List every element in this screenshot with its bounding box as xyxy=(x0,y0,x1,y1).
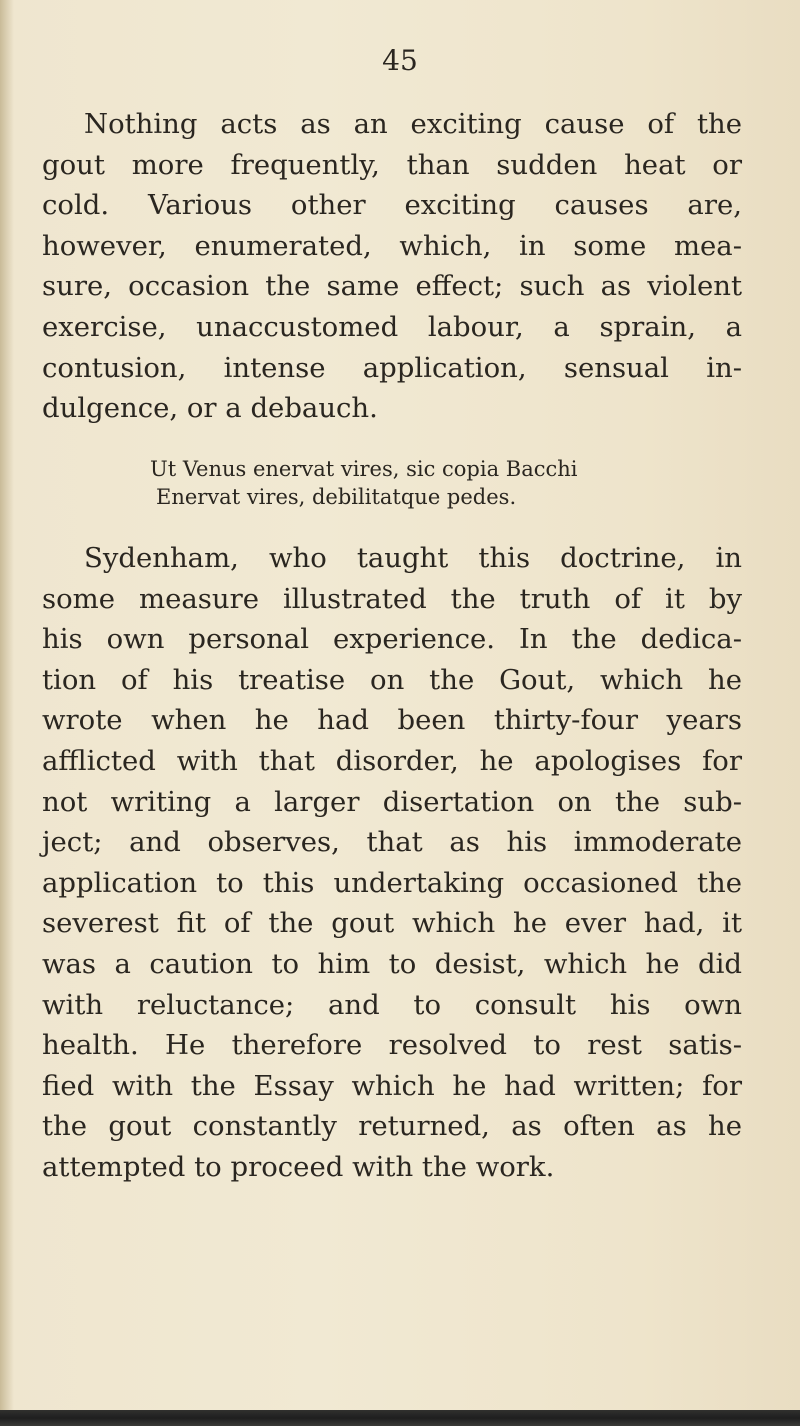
text-line: was a caution to him to desist, which he did xyxy=(42,947,742,980)
quote-line: Enervat vires, debilitatque pedes. xyxy=(156,485,517,509)
text-line: however, enumerated, which, in some mea- xyxy=(42,229,742,262)
text-line: fied with the Essay which he had written; for xyxy=(42,1069,742,1102)
text-line: some measure illustrated the truth of it by xyxy=(42,582,742,615)
text-line: cold. Various other exciting causes are, xyxy=(42,189,742,222)
text-line: contusion, intense application, sensual in- xyxy=(42,351,742,384)
text-line: Nothing acts as an exciting cause of the xyxy=(84,108,742,140)
text-line: sure, occasion the same effect; such as violent xyxy=(42,270,742,303)
text-line: ject; and observes, that as his immoderate xyxy=(42,826,742,859)
text-line: afflicted with that disorder, he apologises for xyxy=(42,744,742,777)
text-line: dulgence, or a debauch. xyxy=(42,392,378,425)
text-line: the gout constantly returned, as often as he xyxy=(42,1110,742,1143)
text-line: attempted to proceed with the work. xyxy=(42,1150,555,1183)
text-line: with reluctance; and to consult his own xyxy=(42,988,742,1021)
text-line: gout more frequently, than sudden heat or xyxy=(42,148,742,181)
paragraph-2 xyxy=(42,538,742,1188)
text-line: wrote when he had been thirty-four years xyxy=(42,704,742,737)
scan-edge-strip xyxy=(0,1410,800,1426)
text-line: health. He therefore resolved to rest satis- xyxy=(42,1029,742,1062)
text-line: application to this undertaking occasioned the xyxy=(42,866,742,899)
text-line: tion of his treatise on the Gout, which he xyxy=(42,663,742,696)
paragraph-1 xyxy=(42,104,742,429)
page-number: 45 xyxy=(382,44,418,77)
text-line: not writing a larger disertation on the sub- xyxy=(42,785,742,818)
latin-quotation xyxy=(150,455,650,511)
text-line: his own personal experience. In the dedica- xyxy=(42,623,742,656)
quote-line: Ut Venus enervat vires, sic copia Bacchi xyxy=(150,457,578,481)
text-line: Sydenham, who taught this doctrine, in xyxy=(84,542,742,574)
text-line: exercise, unaccustomed labour, a sprain, a xyxy=(42,310,742,343)
page-gutter-shadow xyxy=(0,0,14,1426)
text-line: severest fit of the gout which he ever had, it xyxy=(42,907,742,940)
